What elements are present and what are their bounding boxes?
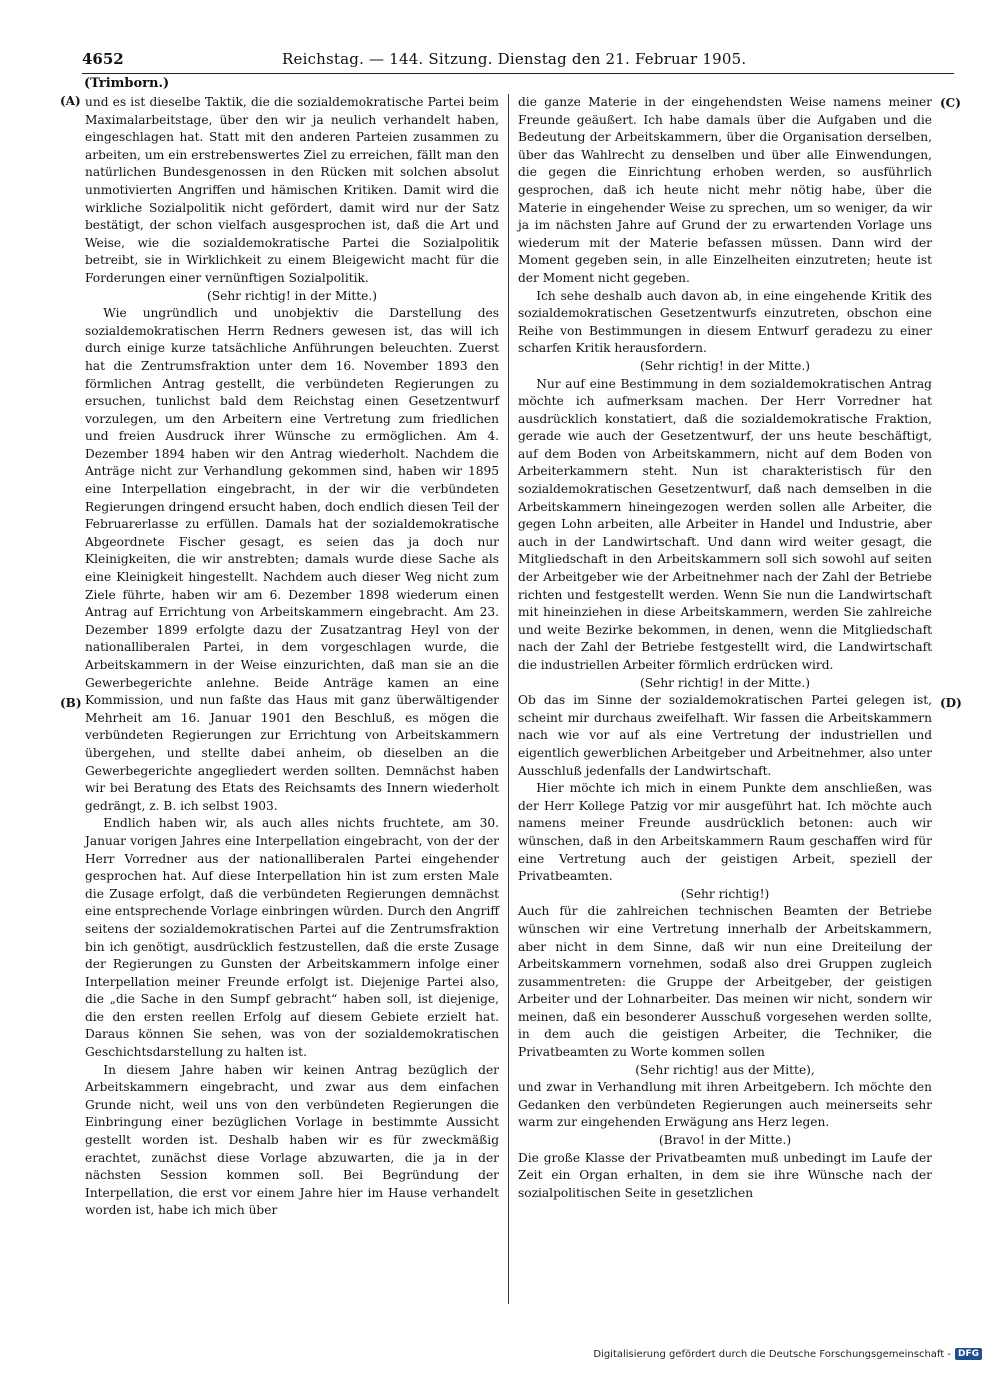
margin-marker-d: (D) [940,696,962,710]
paragraph: In diesem Jahre haben wir keinen Antrag bezüglich der Arbeitskammern eingebracht, und zwar aus dem einfachen Grunde nicht, weil uns von den verbündeten Regierungen die Einbringung einer bezüglichen Vorlage in bestimmte Aussicht gestellt worden ist. Deshalb haben wir es für zweckmäßig erachtet, zunächst diese Vorlage abzuwarten, die ja in der nächsten Session kommen soll. Bei Begründung der Interpellation, die erst vor einem Jahre hier im Hause verhandelt worden ist, habe ich mich über [85,1062,499,1218]
interjection: (Sehr richtig!) [680,886,770,901]
interjection: (Sehr richtig! in der Mitte.) [207,288,377,303]
paragraph: Ob das im Sinne der sozialdemokratischen Partei gelegen ist, scheint mir durchaus zweifelhaft. Wir fassen die Arbeitskammern nach wie vor auf als eine Vertretung der industriellen und eigentlich gewerblichen Arbeitgeber und Arbeitnehmer, also unter Ausschluß jedenfalls der Landwirtschaft. [518,693,932,778]
paragraph: Endlich haben wir, als auch alles nichts fruchtete, am 30. Januar vorigen Jahres eine Interpellation eingebracht, von der der Herr Vorredner aus der nationalliberalen Partei eingehender gesprochen hat. Auf diese Interpellation hin ist zum ersten Male die Zusage erfolgt, daß die verbündeten Regierungen demnächst eine entsprechende Vorlage einbringen würden. Durch den Angriff seitens der sozialdemokratischen Partei auf die Zentrumsfraktion bin ich genötigt, ausdrücklich festzustellen, daß die erste Zusage der Regierungen zu Gunsten der Arbeitskammern infolge einer Interpellation meiner Freunde erfolgt ist. Diejenige Partei also, die „die Sache in den Sumpf gebracht“ haben soll, ist diejenige, die den ersten reellen Erfolg auf diesem Gebiete erzielt hat. Daraus können Sie sehen, was von der sozialdemokratischen Geschichtsdarstellung zu halten ist. [85,816,499,1060]
paragraph: Nur auf eine Bestimmung in dem sozialdemokratischen Antrag möchte ich aufmerksam machen. Der Herr Vorredner hat ausdrücklich konstatiert, daß die sozialdemokratische Fraktion, gerade wie auch der Gesetzentwurf, der uns heute beschäftigt, auf dem Boden von Arbeitskammern, nicht auf dem Boden von Arbeiterkammern steht. Nun ist charakteristisch für den sozialdemokratischen Gesetzentwurf, daß nach demselben in die Arbeitskammern hineingezogen werden sollen alle Arbeiter, die gegen Lohn arbeiten, alle Arbeiter in Handel und Industrie, aber auch in der Landwirtschaft. Und dann wird weiter gesagt, die Mitgliedschaft in den Arbeitskammern soll sich sowohl auf seiten der Arbeitgeber wie der Arbeitnehmer nach der Zahl der Betriebe richten und festgestellt werden. Wenn Sie nun die Landwirtschaft mit hineinziehen in diese Arbeitskammern, werden Sie zahlreiche und weite Bezirke bekommen, in denen, wenn die Mitgliedschaft nach der Zahl der Betriebe festgestellt wird, die Landwirtschaft die industriellen Arbeiter förmlich erdrücken wird. [518,376,932,672]
dfg-logo: DFG [955,1348,982,1360]
page-title: Reichstag. — 144. Sitzung. Dienstag den 21. Februar 1905. [282,50,747,68]
footer-credit: Digitalisierung gefördert durch die Deutsche Forschungsgemeinschaft - [593,1348,951,1360]
header-rule [82,73,954,74]
paragraph: und es ist dieselbe Taktik, die die sozialdemokratische Partei beim Maximalarbeitstage, über den wir ja neulich verhandelt haben, eingeschlagen hat. Statt mit den anderen Parteien zusammen zu arbeiten, um ein erstrebenswertes Ziel zu erreichen, fällt man den natürlichen Bundesgenossen in den Rücken mit solchen absolut unmotivierten Angriffen und hämischen Kritiken. Damit wird die wirkliche Sozialpolitik nicht gefördert, damit wird nur der Satz bestätigt, der schon vielfach ausgesprochen ist, daß die Art und Weise, wie die sozialdemokratische Partei die Sozialpolitik betreibt, sie in Wirklichkeit zu einem Bleigewicht macht für die Forderungen einer vernünftigen Sozialpolitik. [85,95,499,285]
paragraph: Wie ungründlich und unobjektiv die Darstellung des sozialdemokratischen Herrn Redners gewesen ist, das will ich durch einige kurze tatsächliche Anführungen beleuchten. Zuerst hat die Zentrumsfraktion unter dem 16. November 1893 den förmlichen Antrag gestellt, die verbündeten Regierungen zu ersuchen, tunlichst bald dem Reichstag einen Gesetzentwurf vorzulegen, um den Arbeitern eine Vertretung zum friedlichen und freien Ausdruck ihrer Wünsche zu ermöglichen. Am 4. Dezember 1894 haben wir den Antrag wiederholt. Nachdem die Anträge nicht zur Verhandlung gekommen sind, haben wir 1895 eine Interpellation eingebracht, in der wir die verbündeten Regierungen dringend ersucht haben, doch endlich diesen Teil der Februarerlasse zu erfüllen. Damals hat der sozialdemokratische Abgeordnete Fischer gesagt, es seien das ja doch nur Kleinigkeiten, die wir anstrebten; damals wurde diese Sache als eine Kleinigkeit hingestellt. Nachdem auch dieser Weg nicht zum Ziele führte, haben wir am 6. Dezember 1898 wiederum einen Antrag auf Errichtung von Arbeitskammern eingebracht. Am 23. Dezember 1899 erfolgte dazu der Zusatzantrag Heyl von der nationalliberalen Partei, in dem vorgeschlagen wurde, die Arbeitskammern in der Weise einzurichten, daß man sie an die Gewerbegerichte anlehne. Beide Anträge kamen an eine Kommission, und nun faßte das Haus mit ganz überwältigender Mehrheit am 16. Januar 1901 den Beschluß, es mögen die verbündeten Regierungen zur Errichtung von Arbeitskammern übergehen, und stellte dabei anheim, ob dieselben an die Gewerbegerichte angegliedert werden sollten. Demnächst haben wir bei Beratung des Etats des Reichsamts des Innern wiederholt gedrängt, z. B. ich selbst 1903. [85,306,499,813]
interjection: (Sehr richtig! in der Mitte.) [640,358,810,373]
paragraph: und zwar in Verhandlung mit ihren Arbeitgebern. Ich möchte den Gedanken den verbündeten Regierungen auch meinerseits sehr warm zur eingehenden Erwägung ans Herz legen. [518,1080,932,1130]
left-column [85,94,499,1220]
paragraph: die ganze Materie in der eingehendsten Weise namens meiner Freunde geäußert. Ich habe damals über die Aufgaben und die Bedeutung der Arbeitskammern, über die Organisation derselben, über das Wahlrecht zu denselben und über alle Einwendungen, die gegen die Einrichtung erhoben werden, so ausführlich gesprochen, daß ich heute nicht mehr nötig habe, über die Materie in eingehender Weise zu sprechen, um so weniger, da wir ja im nächsten Jahre auf Grund der zu erwartenden Vorlage uns wiederum mit der Materie befassen müssen. Dann wird der Moment gegeben sein, in alle Einzelheiten einzutreten; heute ist der Moment nicht gegeben. [518,95,932,285]
speaker-name: (Trimborn.) [84,76,170,91]
interjection: (Sehr richtig! aus der Mitte), [635,1062,815,1077]
margin-marker-a: (A) [60,94,81,108]
paragraph: Hier möchte ich mich in einem Punkte dem anschließen, was der Herr Kollege Patzig vor mir ausgeführt hat. Ich möchte auch namens meiner Freunde ausdrücklich betonen: auch wir wünschen, daß in den Arbeitskammern Raum geschaffen wird für eine Vertretung auch der geistigen Arbeit, speziell der Privatbeamten. [518,781,932,884]
margin-marker-c: (C) [940,96,961,110]
page-number: 4652 [82,50,124,68]
footer [593,1348,982,1360]
margin-marker-b: (B) [60,696,82,710]
right-column [518,94,932,1202]
page-header [52,47,950,71]
paragraph: Auch für die zahlreichen technischen Beamten der Betriebe wünschen wir eine Vertretung innerhalb der Arbeitskammern, aber nicht in dem Sinne, daß wir nun eine Dreiteilung der Arbeitskammern vornehmen, sodaß also drei Gruppen zugleich zusammentreten: die Gruppe der Arbeitgeber, der geistigen Arbeiter und der Lohnarbeiter. Das meinen wir nicht, sondern wir meinen, daß ein besonderer Ausschuß vorgesehen werden sollte, in dem auch die geistigen Arbeiter, die Techniker, die Privatbeamten zu Worte kommen sollen [518,904,932,1060]
interjection: (Sehr richtig! in der Mitte.) [640,675,810,690]
paragraph: Ich sehe deshalb auch davon ab, in eine eingehende Kritik des sozialdemokratischen Gesetzentwurfs einzutreten, obschon eine Reihe von Bestimmungen in diesem Entwurf geradezu zu einer scharfen Kritik herausfordern. [518,288,932,356]
interjection: (Bravo! in der Mitte.) [658,1133,792,1148]
paragraph: Die große Klasse der Privatbeamten muß unbedingt im Laufe der Zeit ein Organ erhalten, in dem sie ihre Wünsche nach der sozialpolitischen Seite in gesetzlichen [518,1150,932,1200]
column-divider [508,94,509,1304]
